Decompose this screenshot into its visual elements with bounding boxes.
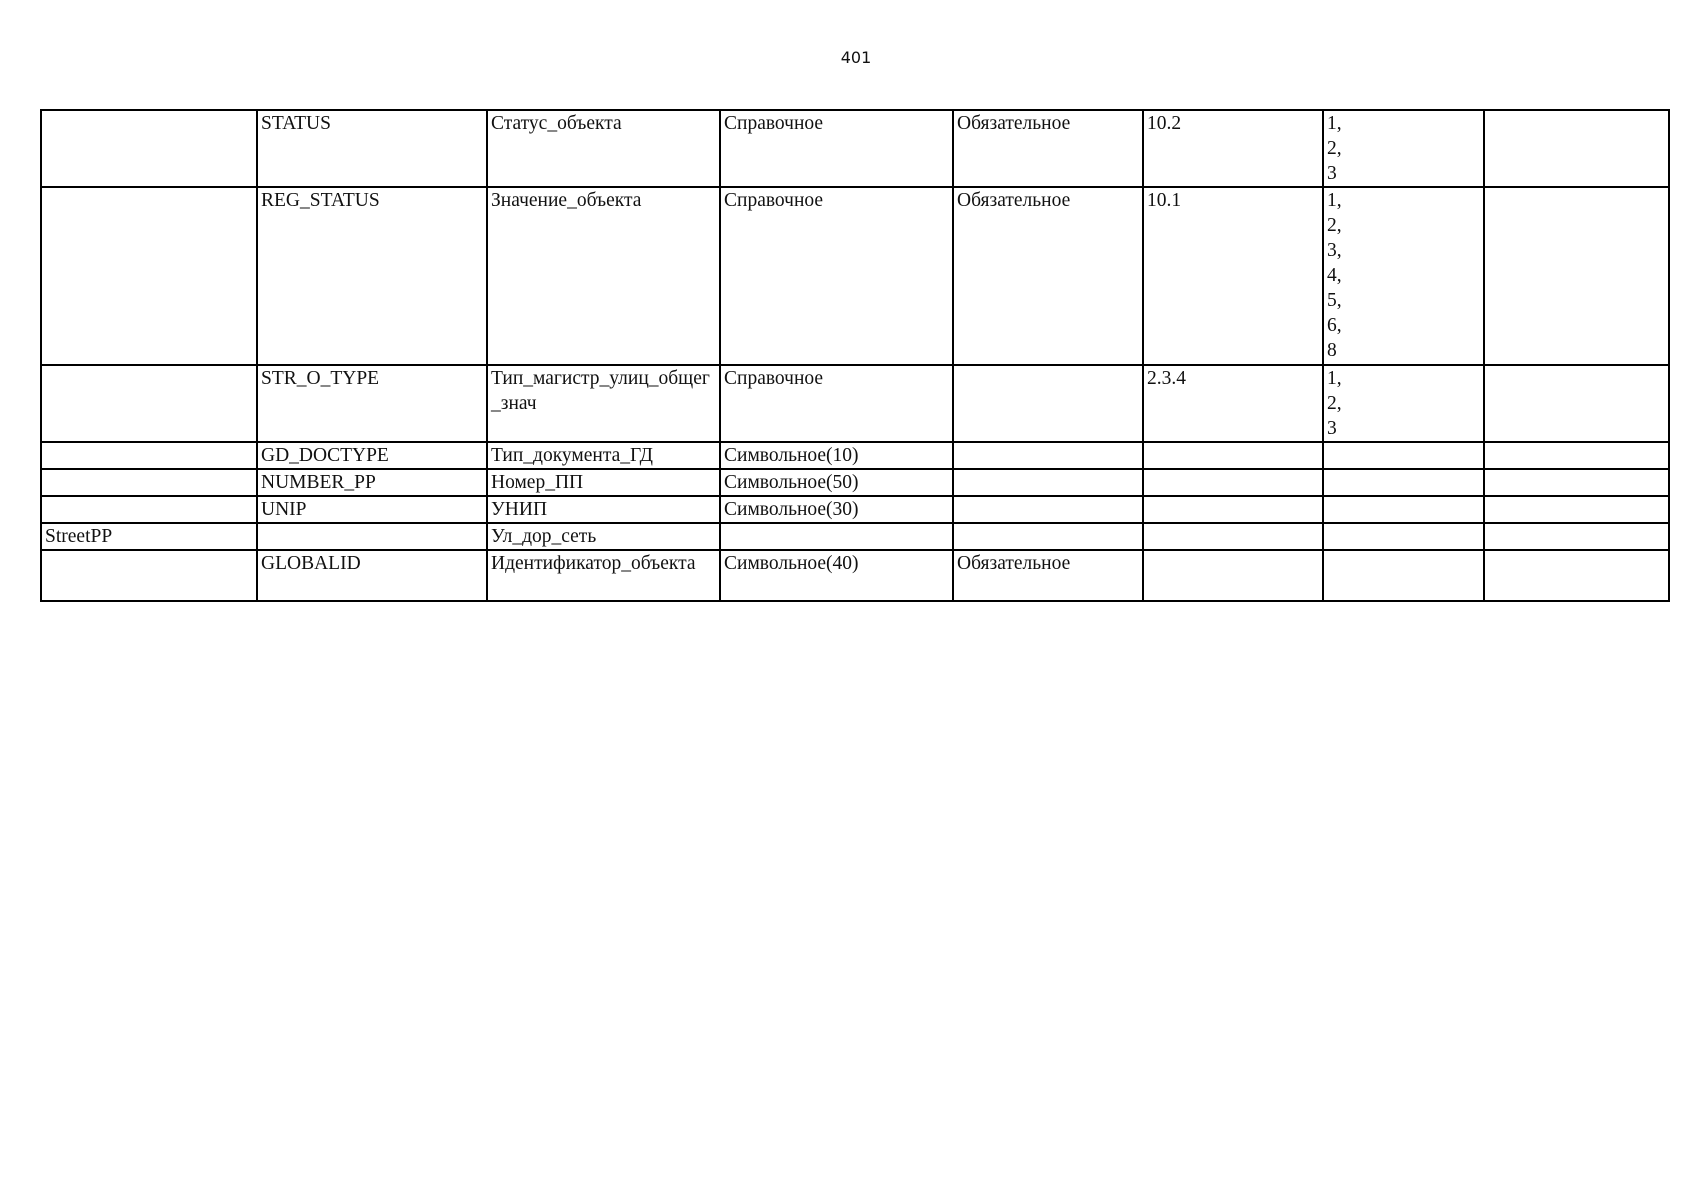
table-cell: Ул_дор_сеть: [487, 523, 720, 550]
table-cell: NUMBER_PP: [257, 469, 487, 496]
table-cell: [953, 365, 1143, 442]
table-cell: Обязательное: [953, 187, 1143, 365]
table-cell: Символьное(30): [720, 496, 953, 523]
table-cell: Идентификатор_объекта: [487, 550, 720, 601]
table-cell: Символьное(40): [720, 550, 953, 601]
table-cell: [1323, 496, 1484, 523]
table-cell: Значение_объекта: [487, 187, 720, 365]
table-cell: Обязательное: [953, 110, 1143, 187]
table-cell: Обязательное: [953, 550, 1143, 601]
table-cell: Тип_магистр_улиц_общег_знач: [487, 365, 720, 442]
table-cell: 1, 2, 3, 4, 5, 6, 8: [1323, 187, 1484, 365]
table-cell: [41, 442, 257, 469]
table-cell: STATUS: [257, 110, 487, 187]
attribute-table: [40, 109, 1670, 602]
table-cell: [1323, 469, 1484, 496]
table-cell: Справочное: [720, 110, 953, 187]
table-cell: [1484, 442, 1669, 469]
table-row: [41, 469, 1669, 496]
table-cell: UNIP: [257, 496, 487, 523]
table-cell: [1484, 550, 1669, 601]
table-cell: StreetPP: [41, 523, 257, 550]
table-cell: [1484, 469, 1669, 496]
table-cell: [257, 523, 487, 550]
table-cell: REG_STATUS: [257, 187, 487, 365]
table-cell: [41, 110, 257, 187]
table-cell: Номер_ПП: [487, 469, 720, 496]
table-cell: [1143, 496, 1323, 523]
table-cell: [1143, 469, 1323, 496]
table-cell: [1143, 523, 1323, 550]
table-cell: [41, 187, 257, 365]
table-cell: [41, 365, 257, 442]
table-cell: [1143, 550, 1323, 601]
table-cell: Тип_документа_ГД: [487, 442, 720, 469]
table-row: [41, 110, 1669, 187]
table-cell: [1143, 442, 1323, 469]
table-row: [41, 365, 1669, 442]
table-cell: 1, 2, 3: [1323, 110, 1484, 187]
table-cell: УНИП: [487, 496, 720, 523]
table-cell: [1323, 523, 1484, 550]
table-cell: [953, 469, 1143, 496]
table-row: [41, 187, 1669, 365]
table-row: [41, 550, 1669, 601]
table-cell: [1484, 187, 1669, 365]
table-cell: 10.2: [1143, 110, 1323, 187]
table-cell: [1484, 496, 1669, 523]
table-cell: STR_O_TYPE: [257, 365, 487, 442]
page-number: 401: [840, 48, 872, 67]
table-cell: Справочное: [720, 365, 953, 442]
table-cell: 1, 2, 3: [1323, 365, 1484, 442]
table-cell: [953, 496, 1143, 523]
table-cell: GLOBALID: [257, 550, 487, 601]
table-cell: Символьное(50): [720, 469, 953, 496]
table-cell: [953, 442, 1143, 469]
table-cell: [1484, 523, 1669, 550]
table-cell: [1484, 365, 1669, 442]
table-cell: [1323, 550, 1484, 601]
table-row: [41, 496, 1669, 523]
table-cell: [953, 523, 1143, 550]
table-cell: [1323, 442, 1484, 469]
table-row: [41, 523, 1669, 550]
table-row: [41, 442, 1669, 469]
table-cell: Статус_объекта: [487, 110, 720, 187]
table-cell: GD_DOCTYPE: [257, 442, 487, 469]
table-cell: [1484, 110, 1669, 187]
table-cell: Справочное: [720, 187, 953, 365]
table-cell: [41, 469, 257, 496]
table-cell: 2.3.4: [1143, 365, 1323, 442]
table-cell: [720, 523, 953, 550]
table-cell: [41, 496, 257, 523]
table-cell: 10.1: [1143, 187, 1323, 365]
table-cell: Символьное(10): [720, 442, 953, 469]
table-cell: [41, 550, 257, 601]
